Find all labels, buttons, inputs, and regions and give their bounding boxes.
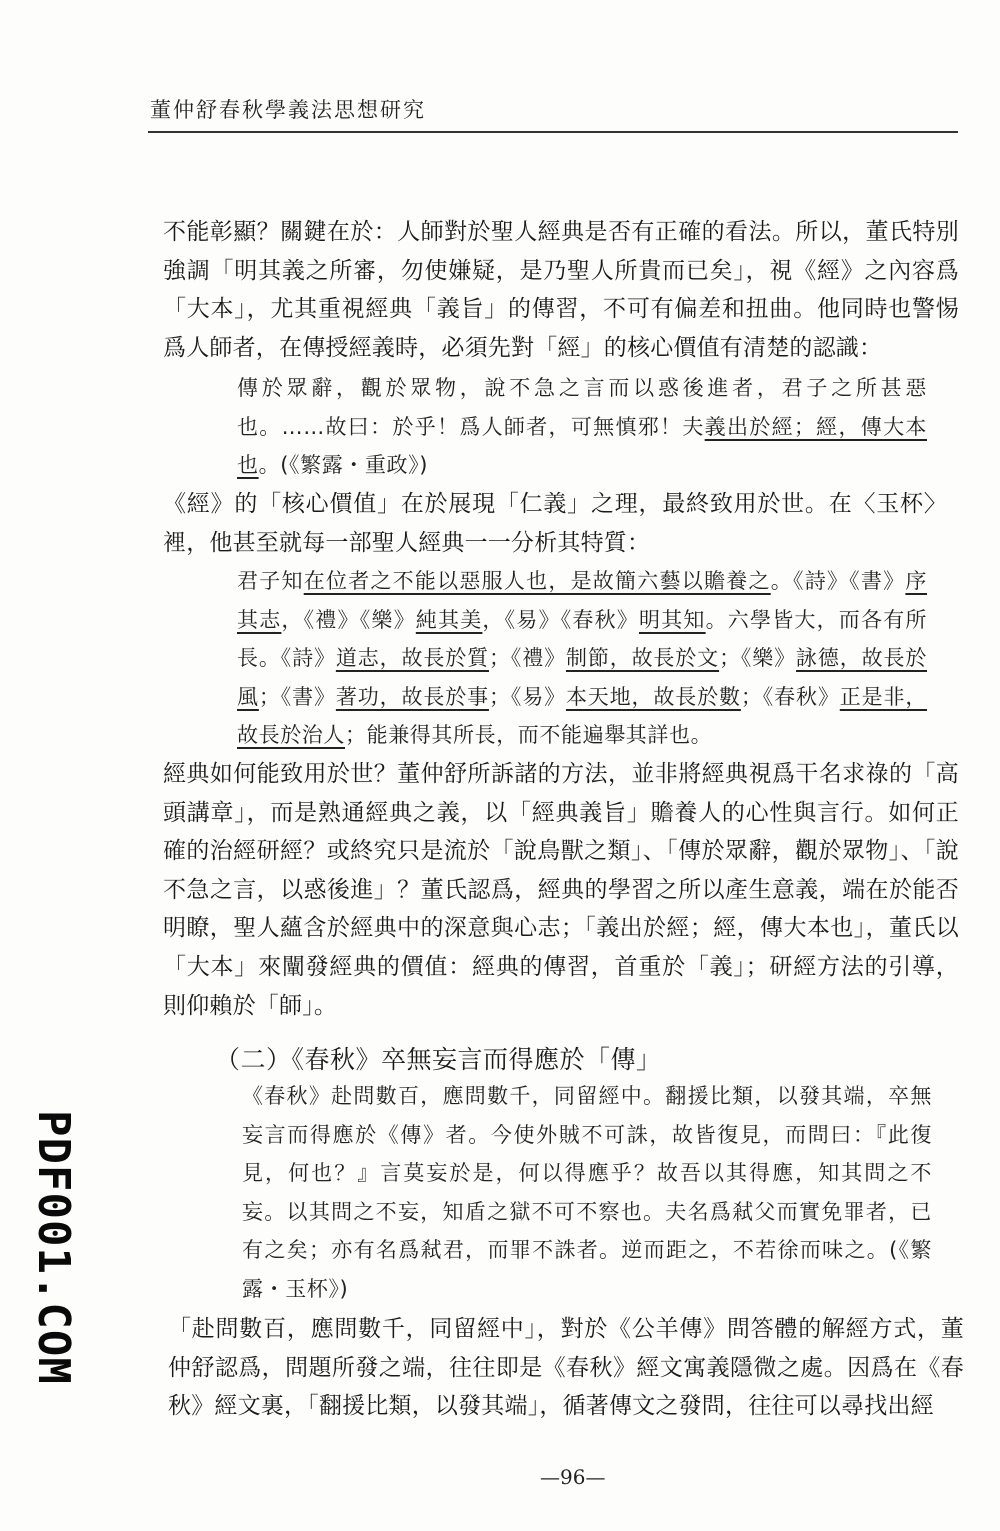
watermark: PDF001.COM xyxy=(28,1110,79,1385)
body-paragraph-3: 經典如何能致用於世？董仲舒所訴諸的方法，並非將經典視爲干名求祿的「高頭講章」，而是熟通經典之義，以「經典義旨」贍養人的心性與言行。如何正確的治經研經？或終究只是流於「說鳥獸之類」、「傳於眾辭，觀於眾物」、「說不急之言，以惑後進」？董氏認爲，經典的學習之所以產生意義，端在於能否明瞭，聖人蘊含於經典中的深意與心志；「義出於經；經，傳大本也」，董氏以「大本」來闡發經典的價值：經典的傳習，首重於「義」；研經方法的引導，則仰賴於「師」。 xyxy=(163,761,959,1019)
block-quote-2 xyxy=(237,562,927,755)
quote-2-seg-underlined: 明其知 xyxy=(639,607,706,632)
header-rule xyxy=(148,131,958,133)
quote-2-seg: ；《易》 xyxy=(488,684,566,709)
quote-2-seg: ，《禮》《樂》 xyxy=(281,607,416,632)
quote-1-emphasis: 義出於經；經，傳大本也 xyxy=(237,414,927,478)
body-paragraph-4: 「赴問數百，應問數千，同留經中」，對於《公羊傳》問答體的解經方式，董仲舒認爲，問題所發之端，往往即是《春秋》經文寓義隱微之處。因爲在《春秋》經文裏，「翻援比類，以發其端」，循著傳文之發問，往往可以尋找出經 xyxy=(168,1316,964,1420)
quote-2-seg-underlined: 在位者之不能以惡服人也，是故簡六藝以贍養之 xyxy=(303,569,771,593)
page-number: —96— xyxy=(540,1465,606,1489)
quote-2-seg: 君子知 xyxy=(237,569,304,593)
quote-2-seg: 。《詩》《書》 xyxy=(770,569,906,593)
quote-3-text: 《春秋》赴問數百，應問數千，同留經中。翻援比類，以發其端，卒無妄言而得應於《傳》者。今使外賊不可誅，故皆復見，而問曰：『此復見，何也？』言莫妄於是，何以得應乎？故吾以其得應，知其問之不妄。以其問之不妄，知盾之獄不可不察也。夫名爲弒父而實免罪者，已有之矣；亦有名爲弒君，而罪不誅者。逆而距之，不若徐而味之。(《繁露・玉杯》) xyxy=(242,1084,932,1301)
quote-2-seg: ；《書》 xyxy=(258,684,336,709)
quote-2-seg: ，《易》《春秋》 xyxy=(482,607,639,632)
quote-2-seg-underlined: 著功，故長於事 xyxy=(335,684,489,709)
quote-2-seg-underlined: 純其美 xyxy=(415,607,483,632)
section-heading: （二）《春秋》卒無妄言而得應於「傳」 xyxy=(215,1045,662,1074)
quote-1-citation: 。(《繁露・重政》) xyxy=(258,453,428,478)
quote-2-seg: ；能兼得其所長，而不能遍舉其詳也。 xyxy=(345,723,713,748)
body-paragraph-1: 不能彰顯？關鍵在於：人師對於聖人經典是否有正確的看法。所以，董氏特別強調「明其義之所審，勿使嫌疑，是乃聖人所貴而已矣」，視《經》之內容爲「大本」，尤其重視經典「義旨」的傳習，不可有偏差和扭曲。他同時也警惕爲人師者，在傳授經義時，必須先對「經」的核心價值有清楚的認識： xyxy=(163,219,959,361)
quote-2-seg: 。六學皆大，而各有所長。《詩》 xyxy=(237,607,927,671)
quote-2-seg: ；《禮》 xyxy=(488,646,566,671)
body-paragraph-2: 《經》的「核心價值」在於展現「仁義」之理，最終致用於世。在〈玉杯〉裡，他甚至就每一部聖人經典一一分析其特質： xyxy=(163,491,947,556)
block-quote-1 xyxy=(237,369,927,485)
block-quote-3 xyxy=(242,1077,932,1309)
quote-2-seg-underlined: 本天地，故長於數 xyxy=(565,684,741,709)
quote-2-seg: ；《春秋》 xyxy=(740,684,840,709)
quote-2-seg-underlined: 道志，故長於質 xyxy=(335,646,489,671)
quote-2-seg-underlined: 詠德，故長於風 xyxy=(237,646,928,709)
quote-2-seg-underlined: 制節，故長於文 xyxy=(565,646,720,671)
quote-2-seg: ；《樂》 xyxy=(719,646,797,671)
quote-1-text: 傳於眾辭，觀於眾物，說不急之言而以惑後進者，君子之所甚惡也。……故曰：於乎！爲人師者，可無慎邪！夫 xyxy=(237,376,927,439)
running-title: 董仲舒春秋學義法思想研究 xyxy=(150,98,426,122)
quote-2-seg-underlined: 正是非，故長於治人 xyxy=(237,684,927,748)
quote-2-seg-underlined: 序其志 xyxy=(237,569,927,632)
